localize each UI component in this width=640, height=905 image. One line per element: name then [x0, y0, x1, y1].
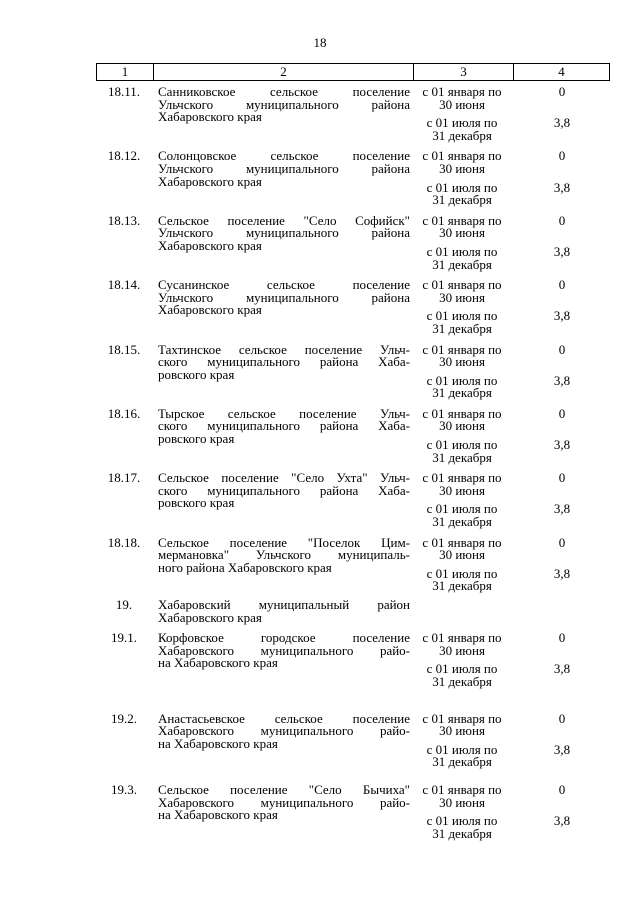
row-number: 19.1.: [111, 630, 137, 646]
period-line: 30 июня: [439, 225, 485, 241]
period-cell: [410, 710, 514, 770]
rate-value: 0: [558, 710, 566, 726]
rate-value: 0: [558, 148, 566, 164]
settlement-name: [152, 341, 410, 400]
period-line: с 01 июля по: [426, 437, 498, 453]
settlement-name-line: Санниковское сельское поселение: [158, 84, 410, 99]
rate-value: 0: [558, 470, 566, 486]
table-row: [96, 472, 610, 528]
table-row: [96, 405, 610, 465]
period-line: 31 декабря: [432, 256, 492, 272]
settlement-name-line: Хабаровского муниципального райо-: [158, 642, 410, 658]
settlement-name: [152, 279, 410, 335]
settlement-name-line: Хабаровского края: [158, 302, 262, 318]
rate-value: 3,8: [553, 115, 571, 131]
period-range: [410, 439, 514, 464]
period-line: с 01 января по: [422, 212, 502, 228]
period-line: 30 июня: [439, 160, 485, 176]
table-row: [96, 279, 610, 335]
period-cell: [410, 212, 514, 272]
period-range: [410, 710, 514, 739]
period-range: [410, 632, 514, 657]
settlement-name-line: Хабаровского края: [158, 609, 262, 625]
period-line: 31 декабря: [432, 192, 492, 208]
settlement-name-line: Сельское поселение "Село Ухта" Ульч-: [158, 470, 410, 486]
header-col-4: 4: [513, 64, 609, 80]
period-line: 30 июня: [439, 794, 485, 810]
period-line: 30 июня: [439, 642, 485, 658]
period-line: 31 декабря: [432, 514, 492, 530]
rate-value: 0: [558, 405, 566, 421]
settlement-name-line: на Хабаровского края: [158, 655, 278, 671]
settlement-name-line: Хабаровского края: [158, 109, 262, 125]
settlement-name-line: Хабаровского муниципального райо-: [158, 794, 410, 810]
settlement-name-line: Хабаровского края: [158, 173, 262, 189]
settlement-name: [152, 86, 410, 142]
period-cell: [410, 781, 514, 841]
period-range: [410, 565, 514, 594]
settlement-name-line: Ульчского муниципального района: [158, 289, 410, 305]
settlement-name: [152, 781, 410, 840]
settlement-name-line: Хабаровский муниципальный район: [158, 597, 410, 612]
period-range: [410, 741, 514, 770]
period-range: [410, 179, 514, 208]
rate-value: 3,8: [553, 179, 571, 195]
period-line: с 01 января по: [422, 277, 502, 293]
row-number: 18.12.: [107, 148, 141, 164]
period-range: [410, 503, 514, 528]
row-number: 19.2.: [111, 710, 137, 726]
row-number: 18.16.: [107, 405, 141, 421]
rate-value: 3,8: [553, 565, 571, 581]
period-line: с 01 января по: [422, 84, 502, 99]
period-line: с 01 января по: [422, 341, 502, 357]
period-line: с 01 января по: [422, 781, 502, 797]
period-line: с 01 июля по: [426, 372, 498, 388]
period-range: [410, 341, 514, 370]
period-line: с 01 июля по: [426, 813, 498, 829]
settlement-name-line: Ульчского муниципального района: [158, 160, 410, 176]
period-line: с 01 января по: [422, 534, 502, 550]
period-line: 31 декабря: [432, 127, 492, 143]
period-range: [410, 372, 514, 401]
rate-value: 0: [558, 630, 566, 646]
table-row: [96, 341, 610, 401]
period-range: [410, 781, 514, 810]
period-range: [410, 310, 514, 335]
settlement-name-line: Хабаровского муниципального райо-: [158, 723, 410, 739]
period-cell: [410, 599, 514, 624]
rate-cell: [514, 279, 610, 335]
settlement-name: [152, 599, 410, 624]
settlement-name: [152, 405, 410, 464]
period-line: 30 июня: [439, 547, 485, 563]
settlement-name-line: мермановка" Ульчского муниципаль-: [158, 547, 410, 563]
period-line: с 01 января по: [422, 470, 502, 486]
period-line: 30 июня: [439, 418, 485, 434]
period-range: [410, 472, 514, 497]
table-row: [96, 632, 610, 688]
rate-cell: [514, 710, 610, 769]
settlement-name-line: Тахтинское сельское поселение Ульч-: [158, 341, 410, 357]
rate-cell: [514, 472, 610, 528]
table-row: [96, 150, 610, 206]
settlement-name-line: ровского края: [158, 431, 235, 447]
period-cell: [410, 341, 514, 401]
rate-cell: [514, 534, 610, 593]
settlement-name-line: ровского края: [158, 495, 235, 511]
rate-cell: [514, 781, 610, 840]
row-number: 18.17.: [107, 470, 141, 486]
rate-cell: [514, 212, 610, 271]
period-range: [410, 243, 514, 272]
period-line: с 01 января по: [422, 630, 502, 646]
settlement-name-line: Солонцовское сельское поселение: [158, 148, 410, 164]
settlement-name-line: Корфовское городское поселение: [158, 630, 410, 646]
row-number: 18.15.: [107, 341, 141, 357]
settlement-name-line: на Хабаровского края: [158, 807, 278, 823]
rate-value: 3,8: [553, 813, 571, 829]
period-line: с 01 июля по: [426, 501, 498, 517]
settlement-name-line: ского муниципального района Хаба-: [158, 354, 410, 370]
period-line: 31 декабря: [432, 754, 492, 770]
period-cell: [410, 150, 514, 206]
page-number: 18: [313, 35, 327, 50]
period-line: 31 декабря: [432, 449, 492, 465]
period-cell: [410, 405, 514, 465]
period-range: [410, 150, 514, 175]
period-line: 30 июня: [439, 96, 485, 112]
period-range: [410, 279, 514, 304]
period-line: с 01 января по: [422, 405, 502, 421]
header-col-3: 3: [413, 64, 513, 80]
rate-cell: [514, 632, 610, 688]
rate-value: 3,8: [553, 661, 571, 677]
rate-value: 3,8: [553, 741, 571, 757]
settlement-name: [152, 212, 410, 271]
rate-value: 3,8: [553, 372, 571, 388]
settlement-name-line: Ульчского муниципального района: [158, 225, 410, 241]
header-col-1: 1: [121, 64, 129, 79]
period-line: 31 декабря: [432, 320, 492, 336]
period-line: с 01 июля по: [426, 661, 498, 677]
period-line: 30 июня: [439, 289, 485, 305]
rate-cell: [514, 86, 610, 142]
period-cell: [410, 632, 514, 688]
rate-value: 0: [558, 781, 566, 797]
period-cell: [410, 86, 514, 142]
rate-value: 0: [558, 277, 566, 293]
table-row: [96, 534, 610, 594]
period-cell: [410, 472, 514, 528]
period-line: 30 июня: [439, 354, 485, 370]
settlement-name: [152, 710, 410, 769]
rate-value: 0: [558, 341, 566, 357]
row-number: 19.3.: [111, 781, 137, 797]
period-range: [410, 405, 514, 434]
settlement-name-line: ровского края: [158, 366, 235, 382]
settlement-name-line: Ульчского муниципального района: [158, 96, 410, 112]
settlement-name: [152, 632, 410, 688]
rate-cell: [514, 599, 610, 624]
period-line: 31 декабря: [432, 825, 492, 841]
period-line: с 01 января по: [422, 710, 502, 726]
settlement-name-line: Хабаровского края: [158, 237, 262, 253]
settlement-name-line: ского муниципального района Хаба-: [158, 482, 410, 498]
period-range: [410, 663, 514, 688]
settlement-name-line: Сусанинское сельское поселение: [158, 277, 410, 293]
period-range: [410, 212, 514, 241]
rate-value: 3,8: [553, 501, 571, 517]
period-line: с 01 июля по: [426, 115, 498, 131]
period-line: с 01 июля по: [426, 308, 498, 324]
row-number: 18.14.: [107, 277, 141, 293]
rate-value: 0: [558, 534, 566, 550]
rate-value: 3,8: [553, 308, 571, 324]
rate-value: 3,8: [553, 243, 571, 259]
period-line: 31 декабря: [432, 578, 492, 594]
settlement-name-line: ного района Хабаровского края: [158, 559, 332, 575]
rate-cell: [514, 150, 610, 206]
table-row: [96, 710, 610, 770]
row-number: 18.11.: [107, 84, 141, 99]
row-number: 19.: [115, 597, 133, 612]
table-row: [96, 86, 610, 142]
period-cell: [410, 534, 514, 594]
period-line: с 01 июля по: [426, 243, 498, 259]
settlement-name-line: Сельское поселение "Село Софийск": [158, 212, 410, 228]
table-row: [96, 599, 610, 624]
period-line: с 01 июля по: [426, 565, 498, 581]
rate-value: 3,8: [553, 437, 571, 453]
rate-cell: [514, 405, 610, 464]
period-range: [410, 86, 514, 111]
period-line: 31 декабря: [432, 673, 492, 689]
row-number: 18.18.: [107, 534, 141, 550]
period-range: [410, 117, 514, 142]
row-number: 18.13.: [107, 212, 141, 228]
settlement-name: [152, 534, 410, 593]
settlement-name-line: Анастасьевское сельское поселение: [158, 710, 410, 726]
table-header: [96, 63, 610, 81]
settlement-name-line: Тырское сельское поселение Ульч-: [158, 405, 410, 421]
period-line: с 01 января по: [422, 148, 502, 164]
period-line: с 01 июля по: [426, 741, 498, 757]
table-row: [96, 781, 610, 841]
period-range: [410, 534, 514, 563]
period-line: с 01 июля по: [426, 179, 498, 195]
header-col-2: 2: [153, 64, 413, 80]
settlement-name: [152, 472, 410, 528]
table-body: [96, 86, 610, 840]
rate-cell: [514, 341, 610, 400]
settlement-name-line: ского муниципального района Хаба-: [158, 418, 410, 434]
rate-value: 0: [558, 212, 566, 228]
settlement-name-line: на Хабаровского края: [158, 735, 278, 751]
rate-value: 0: [558, 84, 566, 99]
period-cell: [410, 279, 514, 335]
period-line: 30 июня: [439, 482, 485, 498]
period-line: 31 декабря: [432, 385, 492, 401]
settlement-name-line: Сельское поселение "Село Бычиха": [158, 781, 410, 797]
table-row: [96, 212, 610, 272]
period-range: [410, 815, 514, 840]
settlement-name: [152, 150, 410, 206]
period-line: 30 июня: [439, 723, 485, 739]
settlement-name-line: Сельское поселение "Поселок Цим-: [158, 534, 410, 550]
